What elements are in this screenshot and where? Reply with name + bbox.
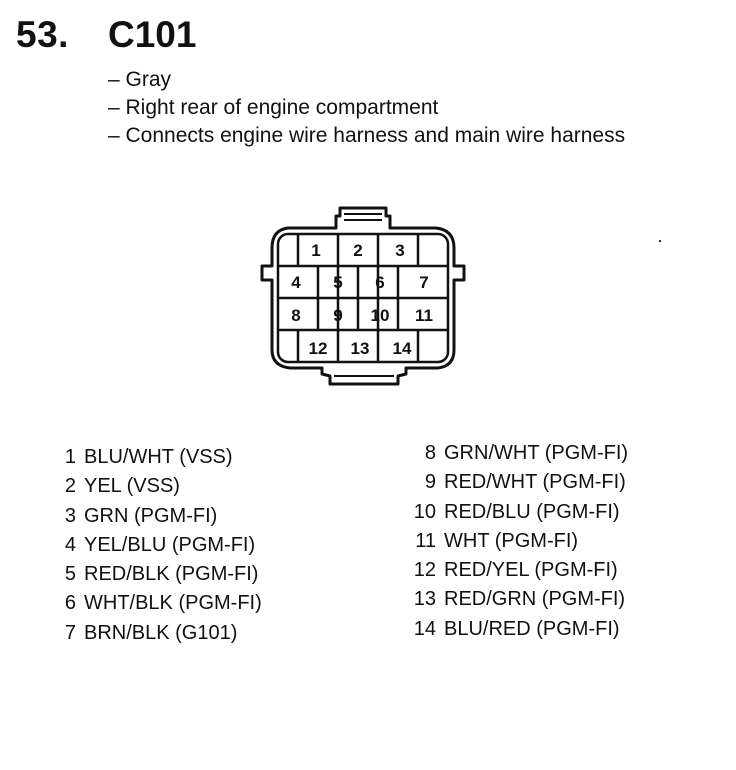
cavity-6: 6 xyxy=(375,273,385,292)
connector-face-diagram xyxy=(258,204,470,390)
cavity-4: 4 xyxy=(291,273,301,292)
pin-number: 9 xyxy=(424,471,436,494)
pin-description: RED/WHT (PGM-FI) xyxy=(444,471,626,494)
pin-number: 13 xyxy=(413,588,436,611)
pin-row xyxy=(58,560,262,589)
pin-list-left xyxy=(58,443,262,648)
connector-title: C101 xyxy=(108,14,197,55)
pin-row xyxy=(408,439,628,468)
pin-row xyxy=(408,585,628,614)
pin-description: BRN/BLK (G101) xyxy=(84,621,238,644)
pin-description: GRN (PGM-FI) xyxy=(84,504,218,527)
pin-description: RED/BLK (PGM-FI) xyxy=(84,563,259,586)
cavity-14: 14 xyxy=(392,339,412,358)
note-color: – Gray xyxy=(108,68,172,91)
pin-row xyxy=(58,589,262,618)
cavity-13: 13 xyxy=(350,339,370,358)
pin-number: 6 xyxy=(64,592,76,615)
pin-number: 3 xyxy=(64,504,76,527)
cavity-12: 12 xyxy=(308,339,328,358)
scan-speck xyxy=(659,240,661,242)
pin-description: RED/YEL (PGM-FI) xyxy=(444,559,618,582)
pin-number: 14 xyxy=(413,617,436,640)
connector-notes xyxy=(108,66,625,150)
pin-number: 7 xyxy=(64,621,76,644)
note-location: – Right rear of engine compartment xyxy=(108,96,439,119)
pin-description: YEL (VSS) xyxy=(84,475,180,498)
pin-list-right xyxy=(408,439,628,644)
pin-description: GRN/WHT (PGM-FI) xyxy=(444,442,629,464)
cavity-5: 5 xyxy=(333,273,343,292)
pin-number: 11 xyxy=(415,529,436,552)
pin-row xyxy=(408,527,628,556)
pin-description: RED/BLU (PGM-FI) xyxy=(444,500,620,523)
pin-row xyxy=(408,615,628,644)
pin-row xyxy=(58,531,262,560)
pin-number: 12 xyxy=(413,559,436,582)
pin-row xyxy=(58,472,262,501)
pin-description: BLU/RED (PGM-FI) xyxy=(444,617,620,640)
pin-description: YEL/BLU (PGM-FI) xyxy=(84,533,256,556)
note-connection: – Connects engine wire harness and main wire harness xyxy=(108,124,626,147)
cavity-2: 2 xyxy=(353,241,363,260)
cavity-3: 3 xyxy=(395,241,405,260)
pin-number: 8 xyxy=(424,442,436,464)
pin-description: WHT/BLK (PGM-FI) xyxy=(84,592,262,615)
cavity-9: 9 xyxy=(333,306,343,325)
pin-row xyxy=(58,502,262,531)
latch-lines xyxy=(344,214,382,220)
pin-number: 4 xyxy=(64,533,76,556)
pin-row xyxy=(408,498,628,527)
cavity-7: 7 xyxy=(419,273,429,292)
pin-number: 2 xyxy=(64,475,76,498)
pin-description: WHT (PGM-FI) xyxy=(444,529,579,552)
pin-row xyxy=(408,468,628,497)
connector-number: 53. xyxy=(16,14,69,55)
pin-number: 10 xyxy=(413,500,436,523)
pin-row xyxy=(58,619,262,648)
pin-row xyxy=(58,443,262,472)
cavity-8: 8 xyxy=(291,306,301,325)
cavity-1: 1 xyxy=(311,241,321,260)
pin-description: BLU/WHT (VSS) xyxy=(84,446,233,468)
cavity-10: 10 xyxy=(370,306,390,325)
pin-number: 1 xyxy=(64,446,76,468)
pin-number: 5 xyxy=(64,563,76,586)
pin-description: RED/GRN (PGM-FI) xyxy=(444,588,626,611)
cavity-11: 11 xyxy=(415,306,433,325)
pin-row xyxy=(408,556,628,585)
